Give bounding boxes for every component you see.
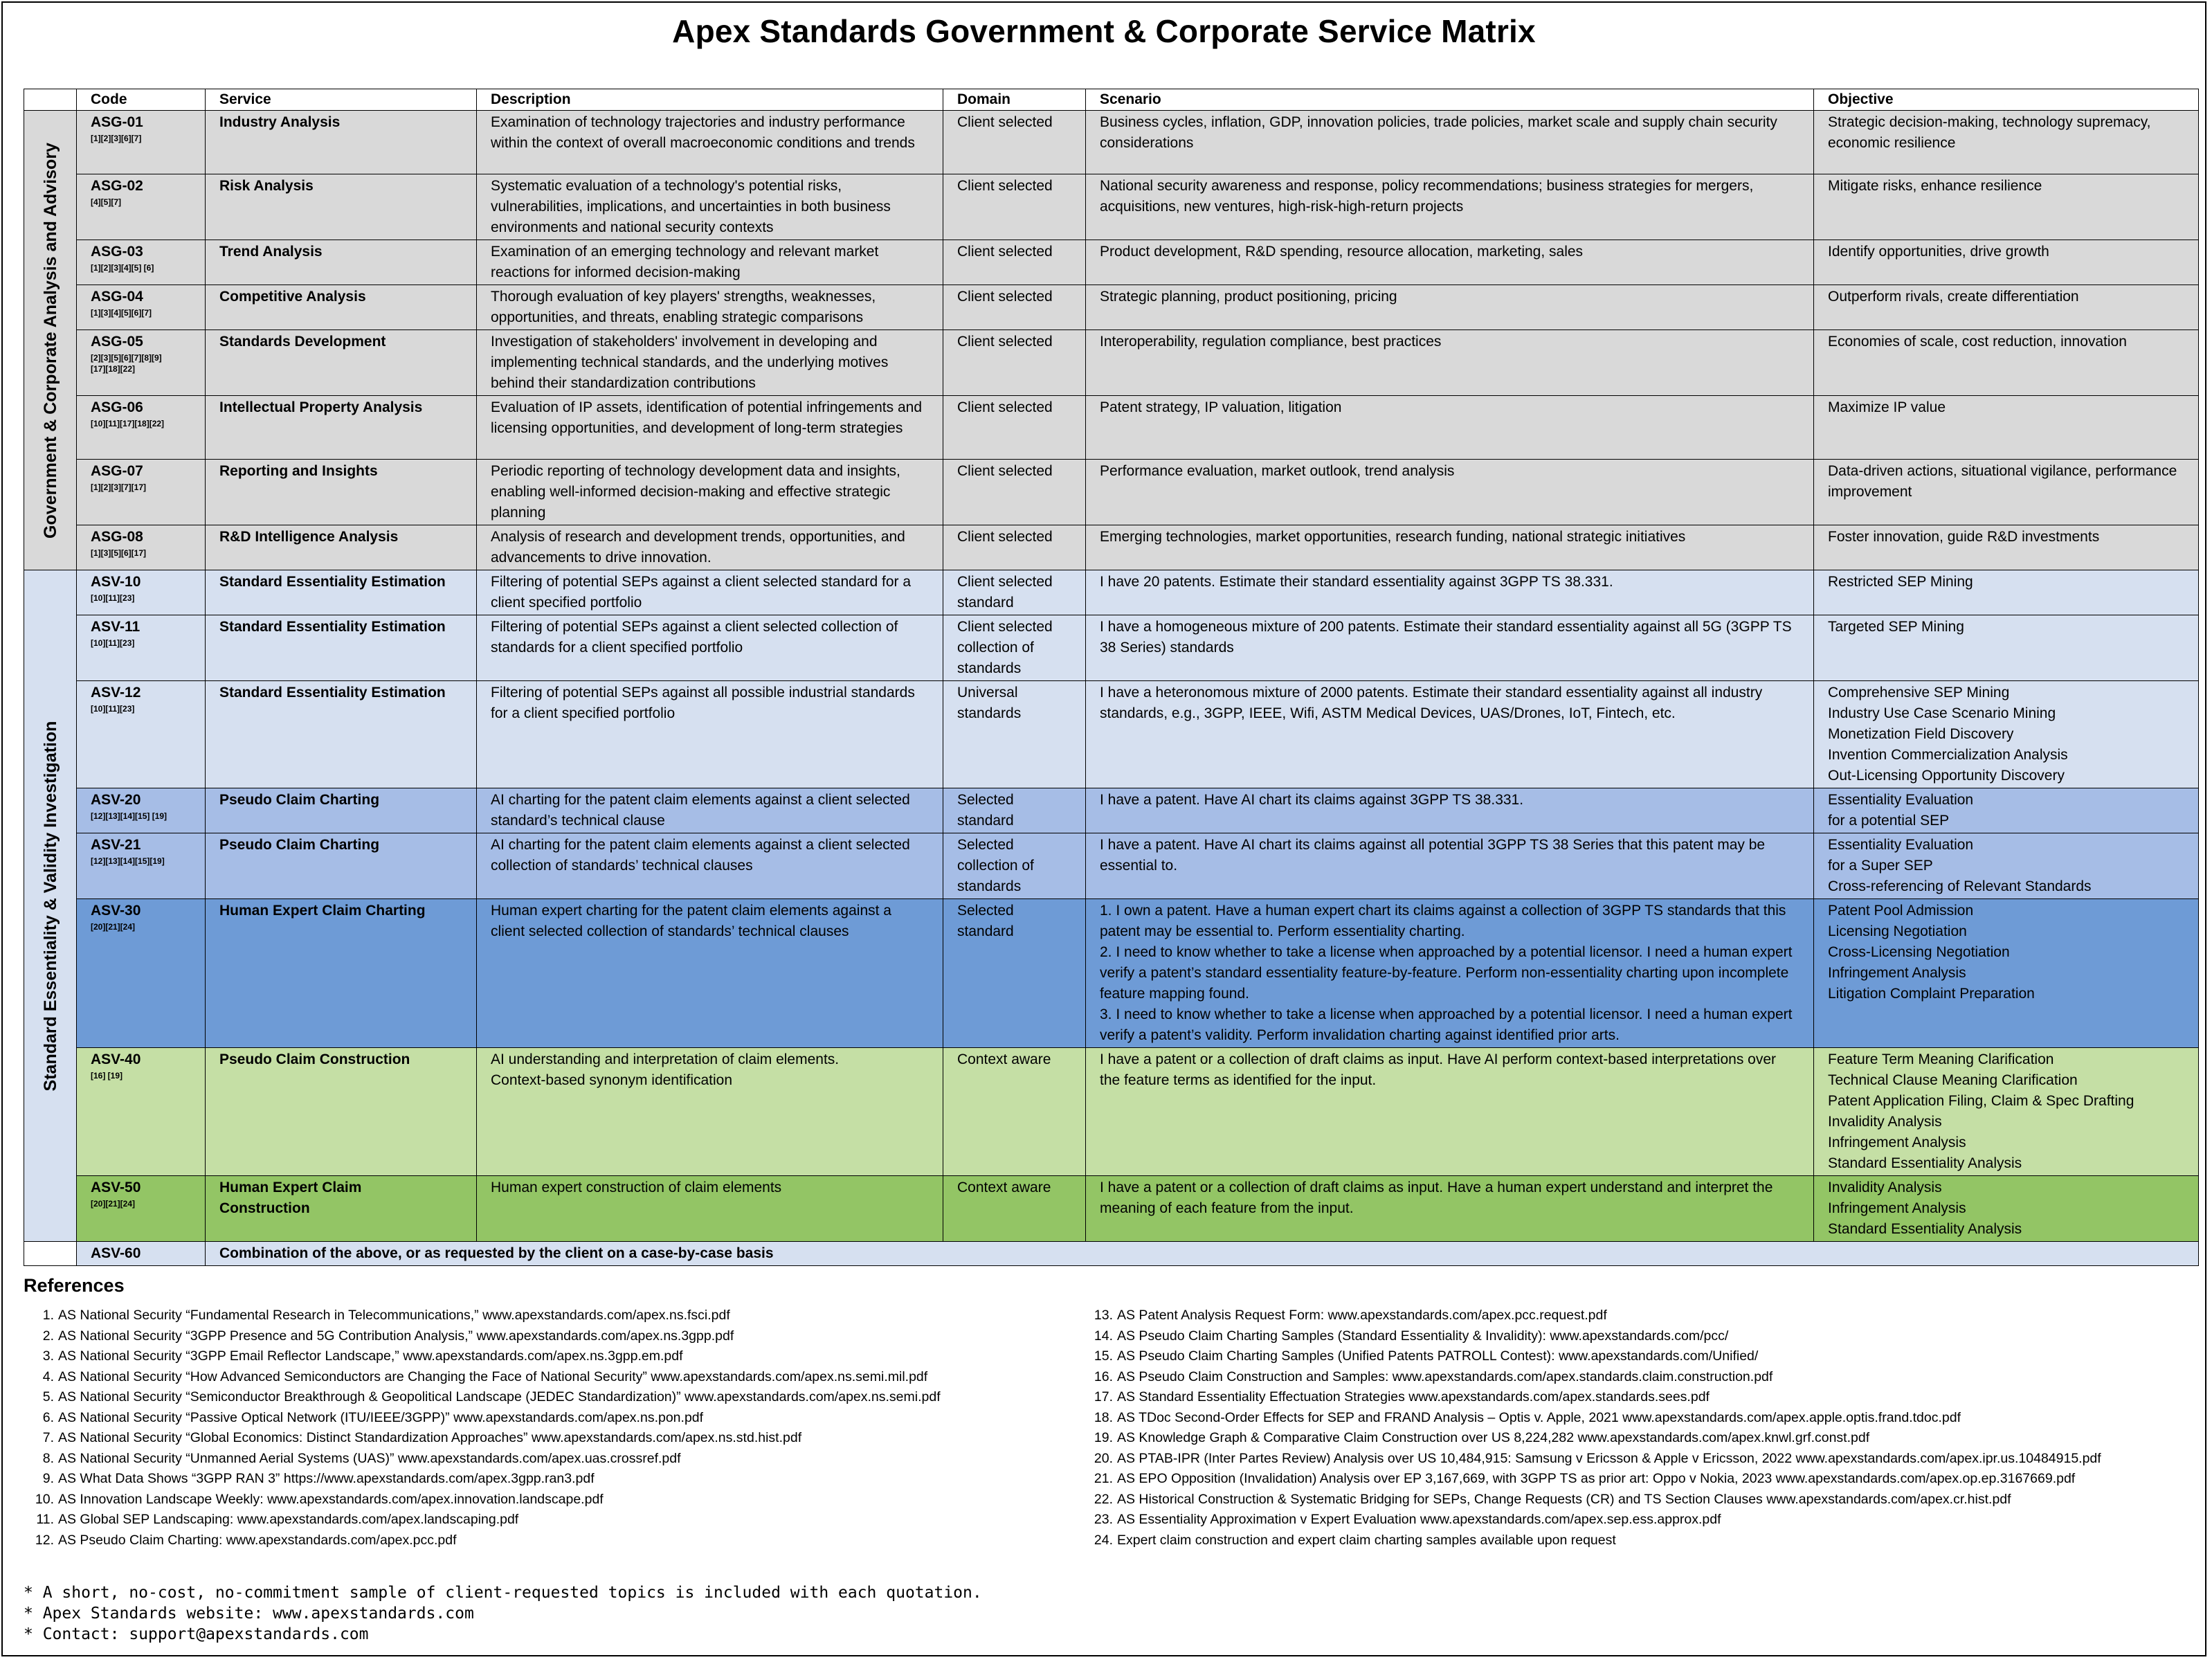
reference-number: 21. (1094, 1471, 1113, 1486)
reference-item (35, 1449, 941, 1470)
reference-number: 3. (42, 1348, 54, 1364)
objective-cell: Targeted SEP Mining (1814, 615, 2199, 681)
objective-cell: Patent Pool Admission Licensing Negotiation Cross-Licensing Negotiation Infringement Analysis Litigation Complaint Preparation (1814, 899, 2199, 1048)
description-cell: Human expert construction of claim elements (477, 1176, 943, 1242)
description-cell: Filtering of potential SEPs against a client selected collection of standards for a client specified portfolio (477, 615, 943, 681)
service-code: ASV-50 (91, 1180, 141, 1195)
reference-item (1094, 1326, 2101, 1347)
reference-text: AS TDoc Second-Order Effects for SEP and FRAND Analysis – Optis v. Apple, 2021 www.apexstandards.com/apex.apple.optis.frand.tdoc.pdf (1117, 1409, 1961, 1425)
reference-number: 6. (42, 1409, 54, 1425)
reference-item (35, 1367, 941, 1388)
reference-markers: [20][21][24] (91, 1199, 136, 1209)
reference-text: AS National Security “3GPP Presence and 5G Contribution Analysis,” www.apexstandards.com/apex.ns.3gpp.pdf (58, 1328, 734, 1344)
service-code: ASG-06 (91, 399, 143, 415)
table-row (24, 615, 2199, 681)
scenario-cell: Product development, R&D spending, resource allocation, marketing, sales (1086, 240, 1814, 285)
page-title: Apex Standards Government & Corporate Service Matrix (672, 13, 1536, 49)
reference-text: AS Essentiality Approximation v Expert Evaluation www.apexstandards.com/apex.sep.ess.approx.pdf (1117, 1512, 1721, 1527)
service-code: ASV-40 (91, 1051, 141, 1067)
reference-markers: [1][3][5][6][17] (91, 548, 147, 558)
code-cell (77, 240, 206, 285)
reference-item (1094, 1449, 2101, 1470)
domain-cell: Client selected (943, 240, 1086, 285)
group-label-essentiality (24, 570, 77, 1242)
reference-number: 5. (42, 1389, 54, 1404)
code-cell (77, 1048, 206, 1176)
reference-number: 4. (42, 1369, 54, 1384)
reference-text: AS National Security “Fundamental Research in Telecommunications,” www.apexstandards.com/apex.ns.fsci.pdf (58, 1308, 730, 1323)
table-header-row (24, 89, 2199, 111)
reference-number: 18. (1094, 1409, 1113, 1425)
reference-number: 24. (1094, 1532, 1113, 1548)
description-cell: Analysis of research and development trends, opportunities, and advancements to drive innovation. (477, 525, 943, 570)
reference-item (35, 1346, 941, 1367)
references-list-right (1094, 1306, 2101, 1551)
service-cell: Reporting and Insights (206, 460, 477, 525)
reference-number: 10. (35, 1491, 54, 1507)
reference-item (1094, 1408, 2101, 1429)
table-row (24, 330, 2199, 396)
service-cell: Combination of the above, or as requested by the client on a case-by-case basis (206, 1242, 2199, 1266)
scenario-cell: I have a patent or a collection of draft claims as input. Have AI perform context-based interpretations over the feature terms as identified for the input. (1086, 1048, 1814, 1176)
description-cell: AI understanding and interpretation of claim elements. Context-based synonym identification (477, 1048, 943, 1176)
header-domain: Domain (943, 89, 1086, 111)
reference-number: 12. (35, 1532, 54, 1548)
table-row (24, 111, 2199, 174)
reference-item (1094, 1510, 2101, 1530)
reference-text: AS Innovation Landscape Weekly: www.apexstandards.com/apex.innovation.landscape.pdf (58, 1491, 604, 1507)
reference-number: 7. (42, 1430, 54, 1445)
scenario-cell: National security awareness and response, policy recommendations; business strategies for mergers, acquisitions, new ventures, high-risk-high-return projects (1086, 174, 1814, 240)
domain-cell: Client selected standard (943, 570, 1086, 615)
description-cell: Evaluation of IP assets, identification of potential infringements and licensing opportunities, and development of long-term strategies (477, 396, 943, 460)
code-cell (77, 615, 206, 681)
domain-cell: Context aware (943, 1048, 1086, 1176)
reference-text: AS Historical Construction & Systematic Bridging for SEPs, Change Requests (CR) and TS Section Clauses www.apexstandards.com/apex.cr.hist.pdf (1117, 1491, 2011, 1507)
description-cell: Examination of technology trajectories and industry performance within the context of overall macroeconomic conditions and trends (477, 111, 943, 174)
reference-item (1094, 1387, 2101, 1408)
domain-cell: Client selected (943, 396, 1086, 460)
service-code: ASV-20 (91, 792, 141, 808)
objective-cell: Strategic decision-making, technology supremacy, economic resilience (1814, 111, 2199, 174)
reference-item (35, 1510, 941, 1530)
service-cell: Standards Development (206, 330, 477, 396)
code-cell (77, 174, 206, 240)
reference-markers: [1][2][3][6][7] (91, 134, 142, 143)
scenario-cell: I have a heteronomous mixture of 2000 patents. Estimate their standard essentiality against all industry standards, e.g., 3GPP, IEEE, Wifi, ASTM Medical Devices, UAS/Drones, IoT, Fintech, etc. (1086, 681, 1814, 788)
reference-item (1094, 1490, 2101, 1510)
reference-text: AS PTAB-IPR (Inter Partes Review) Analysis over US 10,484,915: Samsung v Ericsson & Apple v Ericsson, 2022 www.apexstandards.com/apex.ipr.us.10484915.pdf (1117, 1450, 2101, 1466)
reference-text: AS National Security “Semiconductor Breakthrough & Geopolitical Landscape (JEDEC Standardization)” www.apexstandards.com/apex.ns.semi.pdf (58, 1389, 941, 1404)
reference-number: 19. (1094, 1430, 1113, 1445)
code-cell (77, 330, 206, 396)
domain-cell: Selected standard (943, 899, 1086, 1048)
reference-number: 20. (1094, 1450, 1113, 1466)
description-cell: AI charting for the patent claim elements against a client selected collection of standards’ technical clauses (477, 833, 943, 899)
service-code: ASV-60 (91, 1245, 141, 1261)
code-cell (77, 1176, 206, 1242)
domain-cell: Client selected (943, 111, 1086, 174)
reference-item (35, 1490, 941, 1510)
reference-text: Expert claim construction and expert claim charting samples available upon request (1117, 1532, 1616, 1548)
table-row (24, 1242, 2199, 1266)
group-label-government (24, 111, 77, 570)
reference-number: 23. (1094, 1512, 1113, 1527)
table-row (24, 285, 2199, 330)
table-row (24, 788, 2199, 833)
service-cell: Standard Essentiality Estimation (206, 570, 477, 615)
reference-item (1094, 1428, 2101, 1449)
reference-text: AS National Security “Unmanned Aerial Systems (UAS)” www.apexstandards.com/apex.uas.crossref.pdf (58, 1450, 681, 1466)
description-cell: Filtering of potential SEPs against all possible industrial standards for a client specified portfolio (477, 681, 943, 788)
code-cell (77, 525, 206, 570)
reference-markers: [4][5][7] (91, 197, 121, 207)
scenario-cell: I have a homogeneous mixture of 200 patents. Estimate their standard essentiality against all 5G (3GPP TS 38 Series) standards (1086, 615, 1814, 681)
domain-cell: Client selected (943, 330, 1086, 396)
reference-text: AS Standard Essentiality Effectuation Strategies www.apexstandards.com/apex.standards.sees.pdf (1117, 1389, 1710, 1404)
service-cell: Pseudo Claim Charting (206, 833, 477, 899)
description-cell: Systematic evaluation of a technology's potential risks, vulnerabilities, implications, and uncertainties in both business environments and national security contexts (477, 174, 943, 240)
service-cell: Standard Essentiality Estimation (206, 615, 477, 681)
table-row (24, 396, 2199, 460)
service-cell: Industry Analysis (206, 111, 477, 174)
reference-text: AS National Security “Global Economics: Distinct Standardization Approaches” www.apexstandards.com/apex.ns.std.hist.pdf (58, 1430, 802, 1445)
reference-number: 8. (42, 1450, 54, 1466)
reference-markers: [1][3][4][5][6][7] (91, 308, 152, 318)
reference-number: 1. (42, 1308, 54, 1323)
table-row (24, 240, 2199, 285)
reference-item (35, 1326, 941, 1347)
reference-markers: [10][11][23] (91, 704, 135, 714)
code-cell (77, 681, 206, 788)
reference-markers: [20][21][24] (91, 922, 136, 932)
table-row (24, 1048, 2199, 1176)
table-row (24, 460, 2199, 525)
domain-cell: Client selected (943, 174, 1086, 240)
table-row (24, 899, 2199, 1048)
reference-markers: [10][11][17][18][22] (91, 419, 165, 428)
service-cell: R&D Intelligence Analysis (206, 525, 477, 570)
service-code: ASV-12 (91, 685, 141, 701)
table-row (24, 1176, 2199, 1242)
code-cell (77, 285, 206, 330)
scenario-cell: Emerging technologies, market opportunities, research funding, national strategic initiatives (1086, 525, 1814, 570)
reference-number: 15. (1094, 1348, 1113, 1364)
reference-markers: [1][2][3][4][5] [6] (91, 263, 154, 273)
scenario-cell: Patent strategy, IP valuation, litigation (1086, 396, 1814, 460)
reference-number: 11. (36, 1512, 54, 1527)
reference-text: AS National Security “Passive Optical Network (ITU/IEEE/3GPP)” www.apexstandards.com/apex.ns.pon.pdf (58, 1409, 704, 1425)
description-cell: Human expert charting for the patent claim elements against a client selected collection of standards’ technical clauses (477, 899, 943, 1048)
group-blank-cell (24, 1242, 77, 1266)
header-scenario: Scenario (1086, 89, 1814, 111)
reference-markers: [10][11][23] (91, 638, 135, 648)
scenario-cell: Performance evaluation, market outlook, trend analysis (1086, 460, 1814, 525)
group-label-text: Government & Corporate Analysis and Advisory (40, 142, 60, 539)
scenario-cell: 1. I own a patent. Have a human expert chart its claims against a collection of 3GPP TS standards that this patent may be essential to. Perform essentiality charting. 2. I need to know whether to take a license when approached by a potential licensor. I need a human expert verify a patent’s standard essentiality feature-by-feature. Perform non-essentiality charting upon incomplete feature mapping found. 3. I need to know whether to take a license when approached by a potential licensor. I need a human expert verify a patent’s validity. Perform invalidation charting against identified prior arts. (1086, 899, 1814, 1048)
objective-cell: Essentiality Evaluation for a Super SEP Cross-referencing of Relevant Standards (1814, 833, 2199, 899)
reference-item (35, 1306, 941, 1326)
scenario-cell: I have 20 patents. Estimate their standard essentiality against 3GPP TS 38.331. (1086, 570, 1814, 615)
code-cell (77, 788, 206, 833)
service-code: ASG-05 (91, 334, 143, 350)
reference-markers: [12][13][14][15] [19] (91, 811, 167, 821)
service-code: ASV-30 (91, 903, 141, 919)
reference-item (1094, 1530, 2101, 1551)
service-code: ASG-02 (91, 178, 143, 194)
service-code: ASG-04 (91, 289, 143, 305)
header-code: Code (77, 89, 206, 111)
reference-item (1094, 1367, 2101, 1388)
service-code: ASV-11 (91, 619, 140, 635)
description-cell: Periodic reporting of technology development data and insights, enabling well-informed decision-making and effective strategic planning (477, 460, 943, 525)
objective-cell: Identify opportunities, drive growth (1814, 240, 2199, 285)
code-cell (77, 460, 206, 525)
table-row (24, 174, 2199, 240)
header-service: Service (206, 89, 477, 111)
group-label-text: Standard Essentiality & Validity Investigation (40, 721, 60, 1091)
description-cell: Examination of an emerging technology and relevant market reactions for informed decision-making (477, 240, 943, 285)
objective-cell: Outperform rivals, create differentiation (1814, 285, 2199, 330)
service-matrix-table (24, 89, 2199, 1266)
objective-cell: Economies of scale, cost reduction, innovation (1814, 330, 2199, 396)
description-cell: Filtering of potential SEPs against a client selected standard for a client specified portfolio (477, 570, 943, 615)
notes (24, 1582, 982, 1645)
reference-number: 2. (42, 1328, 54, 1344)
reference-text: AS Knowledge Graph & Comparative Claim Construction over US 8,224,282 www.apexstandards.com/apex.knwl.grf.const.pdf (1117, 1430, 1870, 1445)
note-line: * Contact: support@apexstandards.com (24, 1625, 369, 1643)
header-objective: Objective (1814, 89, 2199, 111)
header-group (24, 89, 77, 111)
reference-text: AS Patent Analysis Request Form: www.apexstandards.com/apex.pcc.request.pdf (1117, 1308, 1607, 1323)
reference-item (1094, 1346, 2101, 1367)
note-line: * Apex Standards website: www.apexstandards.com (24, 1605, 474, 1623)
service-code: ASG-03 (91, 244, 143, 260)
domain-cell: Selected standard (943, 788, 1086, 833)
reference-markers: [1][2][3][7][17] (91, 482, 147, 492)
service-cell: Intellectual Property Analysis (206, 396, 477, 460)
references-title: References (24, 1275, 125, 1296)
reference-item (35, 1387, 941, 1408)
header-description: Description (477, 89, 943, 111)
reference-text: AS Pseudo Claim Construction and Samples: www.apexstandards.com/apex.standards.claim.construction.pdf (1117, 1369, 1773, 1384)
domain-cell: Selected collection of standards (943, 833, 1086, 899)
reference-text: AS Pseudo Claim Charting Samples (Standard Essentiality & Invalidity): www.apexstandards.com/pcc/ (1117, 1328, 1729, 1344)
scenario-cell: Business cycles, inflation, GDP, innovation policies, trade policies, market scale and supply chain security considerations (1086, 111, 1814, 174)
reference-item (1094, 1306, 2101, 1326)
reference-markers: [10][11][23] (91, 593, 135, 603)
scenario-cell: I have a patent. Have AI chart its claims against all potential 3GPP TS 38 Series that this patent may be essential to. (1086, 833, 1814, 899)
table-row (24, 833, 2199, 899)
objective-cell: Foster innovation, guide R&D investments (1814, 525, 2199, 570)
service-cell: Competitive Analysis (206, 285, 477, 330)
scenario-cell: I have a patent or a collection of draft claims as input. Have a human expert understand and interpret the meaning of each feature from the input. (1086, 1176, 1814, 1242)
reference-item (35, 1408, 941, 1429)
reference-item (35, 1530, 941, 1551)
service-cell: Human Expert Claim Construction (206, 1176, 477, 1242)
objective-cell: Restricted SEP Mining (1814, 570, 2199, 615)
domain-cell: Client selected (943, 285, 1086, 330)
reference-markers: [12][13][14][15][19] (91, 856, 165, 866)
reference-number: 22. (1094, 1491, 1113, 1507)
reference-number: 13. (1094, 1308, 1113, 1323)
reference-markers: [2][3][5][6][7][8][9] [17][18][22] (91, 353, 162, 374)
reference-item (35, 1428, 941, 1449)
reference-item (35, 1469, 941, 1490)
reference-number: 17. (1094, 1389, 1113, 1404)
reference-text: AS Global SEP Landscaping: www.apexstandards.com/apex.landscaping.pdf (58, 1512, 519, 1527)
scenario-cell: Interoperability, regulation compliance, best practices (1086, 330, 1814, 396)
reference-text: AS Pseudo Claim Charting Samples (Unified Patents PATROLL Contest): www.apexstandards.com/Unified/ (1117, 1348, 1759, 1364)
objective-cell: Essentiality Evaluation for a potential SEP (1814, 788, 2199, 833)
code-cell (77, 899, 206, 1048)
scenario-cell: I have a patent. Have AI chart its claims against 3GPP TS 38.331. (1086, 788, 1814, 833)
reference-number: 9. (42, 1471, 54, 1486)
reference-number: 16. (1094, 1369, 1113, 1384)
service-code: ASG-01 (91, 114, 143, 130)
service-cell: Pseudo Claim Construction (206, 1048, 477, 1176)
service-cell: Trend Analysis (206, 240, 477, 285)
code-cell (77, 396, 206, 460)
service-cell: Risk Analysis (206, 174, 477, 240)
reference-text: AS What Data Shows “3GPP RAN 3” https://www.apexstandards.com/apex.3gpp.ran3.pdf (58, 1471, 595, 1486)
service-code: ASV-10 (91, 574, 141, 590)
domain-cell: Client selected (943, 460, 1086, 525)
service-code: ASV-21 (91, 837, 141, 853)
reference-markers: [16] [19] (91, 1071, 123, 1081)
code-cell (77, 1242, 206, 1266)
objective-cell: Data-driven actions, situational vigilance, performance improvement (1814, 460, 2199, 525)
code-cell (77, 833, 206, 899)
objective-cell: Maximize IP value (1814, 396, 2199, 460)
note-line: * A short, no-cost, no-commitment sample of client-requested topics is included with each quotation. (24, 1584, 982, 1602)
code-cell (77, 570, 206, 615)
reference-text: AS EPO Opposition (Invalidation) Analysis over EP 3,167,669, with 3GPP TS as prior art: Oppo v Nokia, 2023 www.apexstandards.com/apex.op.ep.3167669.pdf (1117, 1471, 2076, 1486)
objective-cell: Mitigate risks, enhance resilience (1814, 174, 2199, 240)
service-cell: Standard Essentiality Estimation (206, 681, 477, 788)
domain-cell: Client selected collection of standards (943, 615, 1086, 681)
reference-text: AS National Security “3GPP Email Reflector Landscape,” www.apexstandards.com/apex.ns.3gpp.em.pdf (58, 1348, 683, 1364)
objective-cell: Invalidity Analysis Infringement Analysis Standard Essentiality Analysis (1814, 1176, 2199, 1242)
description-cell: AI charting for the patent claim elements against a client selected standard’s technical clause (477, 788, 943, 833)
reference-number: 14. (1094, 1328, 1113, 1344)
description-cell: Investigation of stakeholders' involvement in developing and implementing technical standards, and the underlying motives behind their standardization contributions (477, 330, 943, 396)
domain-cell: Context aware (943, 1176, 1086, 1242)
table-row (24, 681, 2199, 788)
description-cell: Thorough evaluation of key players' strengths, weaknesses, opportunities, and threats, enabling strategic comparisons (477, 285, 943, 330)
reference-item (1094, 1469, 2101, 1490)
domain-cell: Client selected (943, 525, 1086, 570)
code-cell (77, 111, 206, 174)
service-code: ASG-08 (91, 529, 143, 545)
table-row (24, 525, 2199, 570)
table-row (24, 570, 2199, 615)
reference-text: AS Pseudo Claim Charting: www.apexstandards.com/apex.pcc.pdf (58, 1532, 457, 1548)
references-list-left (35, 1306, 941, 1551)
service-code: ASG-07 (91, 463, 143, 479)
service-cell: Human Expert Claim Charting (206, 899, 477, 1048)
page (1, 1, 2206, 1656)
reference-text: AS National Security “How Advanced Semiconductors are Changing the Face of National Security” www.apexstandards.com/apex.ns.semi.mil.pdf (58, 1369, 928, 1384)
objective-cell: Comprehensive SEP Mining Industry Use Case Scenario Mining Monetization Field Discovery Invention Commercialization Analysis Out-Licensing Opportunity Discovery (1814, 681, 2199, 788)
domain-cell: Universal standards (943, 681, 1086, 788)
scenario-cell: Strategic planning, product positioning, pricing (1086, 285, 1814, 330)
service-cell: Pseudo Claim Charting (206, 788, 477, 833)
objective-cell: Feature Term Meaning Clarification Technical Clause Meaning Clarification Patent Application Filing, Claim & Spec Drafting Invalidity Analysis Infringement Analysis Standard Essentiality Analysis (1814, 1048, 2199, 1176)
